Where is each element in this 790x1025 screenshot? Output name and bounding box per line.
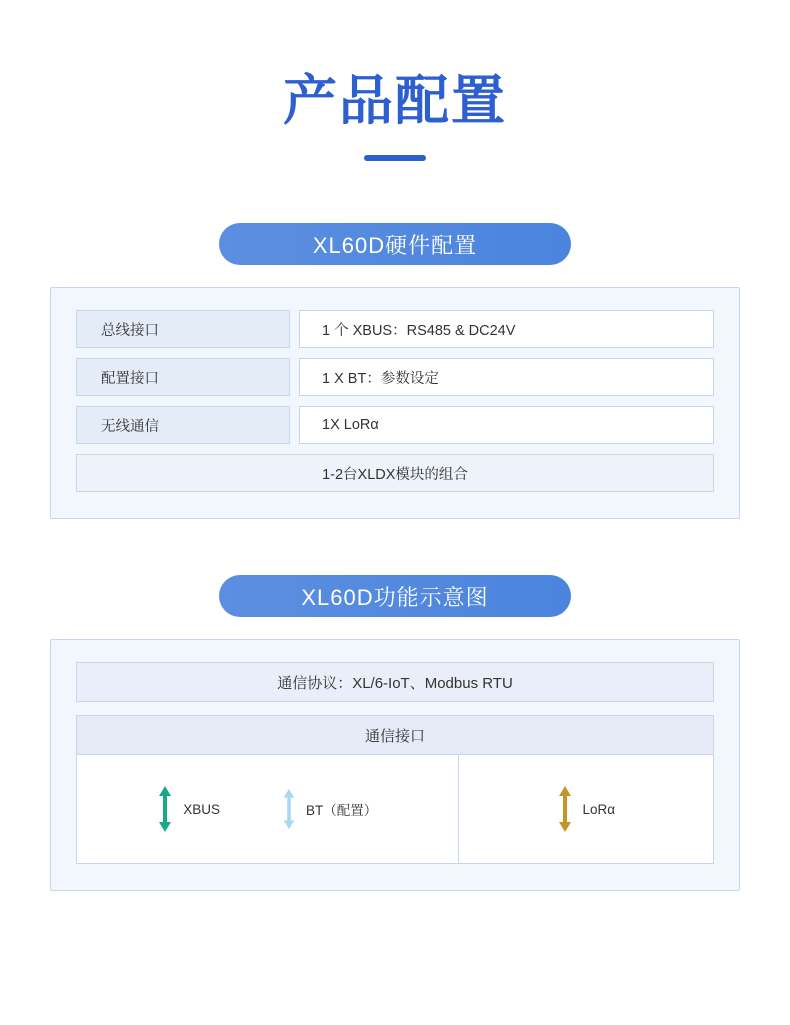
section-hardware-config-pill: XL60D硬件配置 (219, 223, 571, 265)
function-diagram-card (50, 639, 740, 891)
spec-label: 总线接口 (76, 310, 290, 348)
hardware-config-card (50, 287, 740, 519)
port-xbus (157, 786, 220, 832)
spec-value: 1 X BT：参数设定 (299, 358, 714, 396)
spec-label: 配置接口 (76, 358, 290, 396)
wired-ports-cell (77, 755, 459, 863)
port-label: XBUS (183, 801, 221, 817)
port-bt (282, 787, 377, 831)
section-2-pill-wrapper (0, 575, 790, 617)
table-row (76, 310, 714, 348)
spec-value: 1X LoRα (299, 406, 714, 444)
port-label: LoRα (582, 801, 616, 817)
double-arrow-icon (157, 786, 173, 832)
module-combination-note: 1-2台XLDX模块的组合 (76, 454, 714, 492)
table-row (76, 406, 714, 444)
interface-bar: 通信接口 (76, 715, 714, 755)
spec-label: 无线通信 (76, 406, 290, 444)
section-function-diagram-pill: XL60D功能示意图 (219, 575, 571, 617)
double-arrow-icon (282, 787, 296, 831)
interface-ports-row (76, 755, 714, 864)
double-arrow-icon (557, 786, 573, 832)
section-1-pill-wrapper (0, 223, 790, 265)
page-title: 产品配置 (283, 71, 507, 131)
table-row (76, 358, 714, 396)
port-lora (557, 786, 616, 832)
protocol-bar: 通信协议：XL/6-IoT、Modbus RTU (76, 662, 714, 702)
title-underline (364, 155, 426, 161)
wireless-port-cell (459, 755, 713, 863)
port-label: BT（配置） (306, 803, 378, 819)
spec-value: 1 个 XBUS：RS485 & DC24V (299, 310, 714, 348)
